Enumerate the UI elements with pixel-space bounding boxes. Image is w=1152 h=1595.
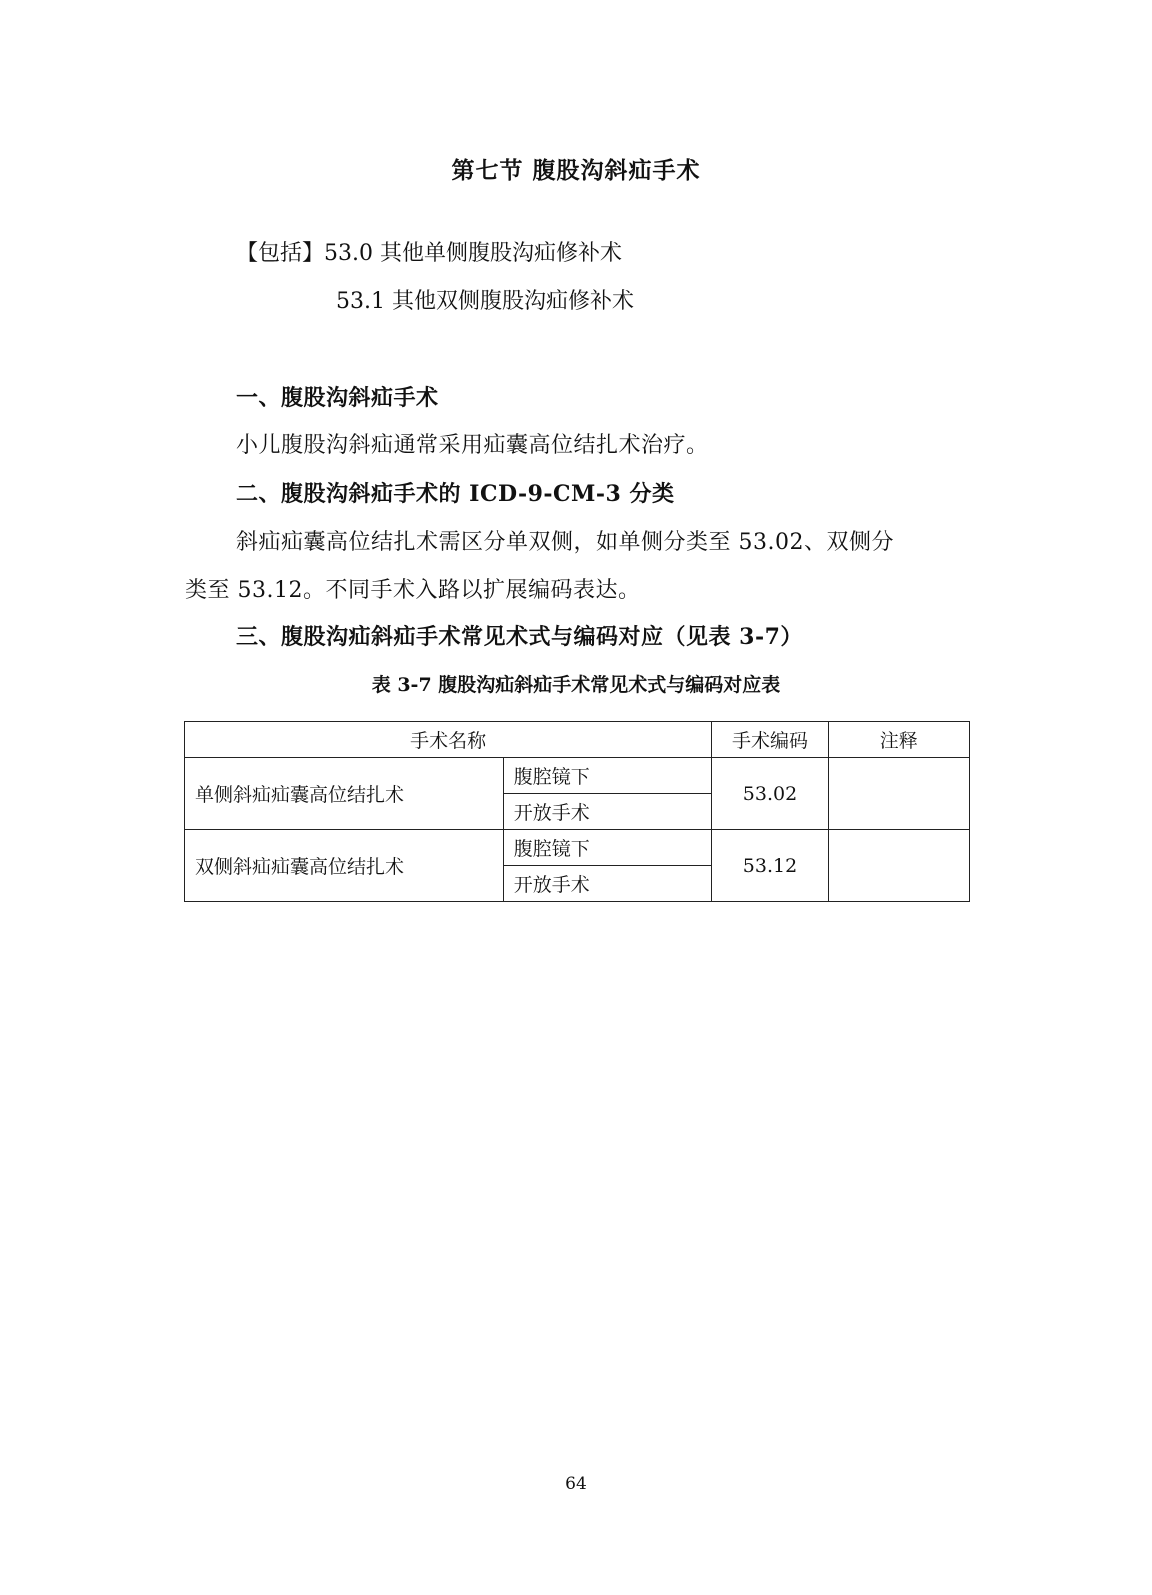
table-row bbox=[185, 758, 970, 794]
heading-1: 一、腹股沟斜疝手术 bbox=[236, 385, 439, 411]
header-surgery-name: 手术名称 bbox=[185, 722, 712, 758]
approach-cell: 腹腔镜下 bbox=[503, 830, 712, 866]
table-header-row bbox=[185, 722, 970, 758]
surgery-name-cell: 单侧斜疝疝囊高位结扎术 bbox=[185, 758, 504, 830]
paragraph-2-line-2: 类至 53.12。不同手术入路以扩展编码表达。 bbox=[185, 578, 641, 603]
surgery-name-cell: 双侧斜疝疝囊高位结扎术 bbox=[185, 830, 504, 902]
surgery-code-cell: 53.02 bbox=[712, 758, 828, 830]
page-number: 64 bbox=[565, 1474, 587, 1494]
includes-item: 53.0 其他单侧腹股沟疝修补术 bbox=[324, 241, 622, 266]
heading-3: 三、腹股沟疝斜疝手术常见术式与编码对应（见表 3-7） bbox=[236, 624, 803, 650]
includes-line-2 bbox=[336, 284, 634, 315]
table-caption: 表 3-7 腹股沟疝斜疝手术常见术式与编码对应表 bbox=[371, 674, 781, 696]
note-cell bbox=[828, 830, 969, 902]
heading-2: 二、腹股沟斜疝手术的 ICD-9-CM-3 分类 bbox=[236, 481, 675, 507]
includes-item: 53.1 其他双侧腹股沟疝修补术 bbox=[336, 289, 634, 314]
surgery-code-cell: 53.12 bbox=[712, 830, 828, 902]
includes-label: 【包括】 bbox=[236, 241, 325, 266]
note-cell bbox=[828, 758, 969, 830]
table-row bbox=[185, 830, 970, 866]
section-title: 第七节 腹股沟斜疝手术 bbox=[451, 157, 701, 184]
approach-cell: 腹腔镜下 bbox=[503, 758, 712, 794]
header-note: 注释 bbox=[828, 722, 969, 758]
surgery-code-table bbox=[184, 721, 970, 902]
approach-cell: 开放手术 bbox=[503, 794, 712, 830]
approach-cell: 开放手术 bbox=[503, 866, 712, 902]
paragraph-1: 小儿腹股沟斜疝通常采用疝囊高位结扎术治疗。 bbox=[236, 433, 709, 458]
header-surgery-code: 手术编码 bbox=[712, 722, 828, 758]
includes-line-1 bbox=[236, 236, 622, 267]
paragraph-2-line-1: 斜疝疝囊高位结扎术需区分单双侧，如单侧分类至 53.02、双侧分 bbox=[236, 530, 894, 555]
